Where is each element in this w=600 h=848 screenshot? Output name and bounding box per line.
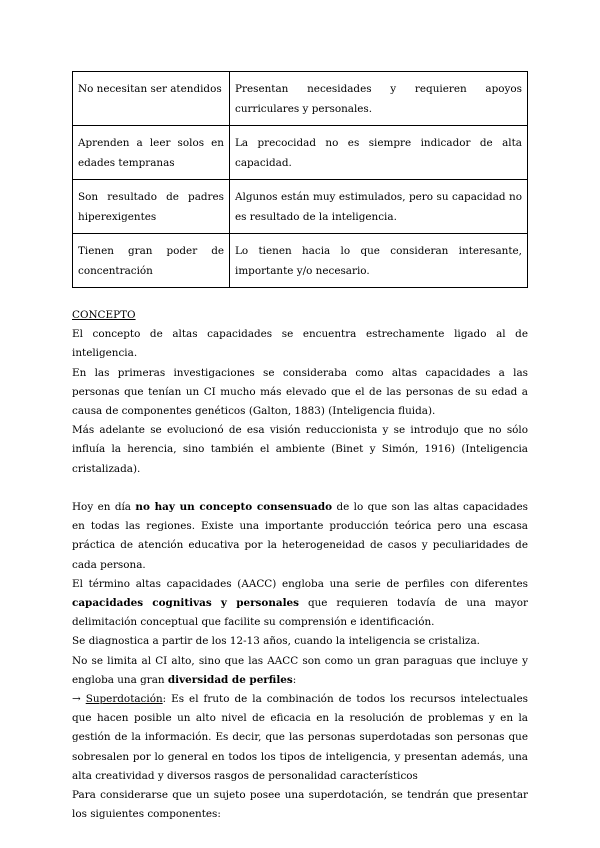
table-cell-myth: Aprenden a leer solos en edades tempranas (73, 126, 230, 180)
table-cell-reality: Lo tienen hacia lo que consideran interesante, importante y/o necesario. (230, 234, 528, 288)
paragraph: Se diagnostica a partir de los 12-13 años, cuando la inteligencia se cristaliza. (72, 635, 480, 648)
text-run: : Es el fruto de la combinación de todos los recursos intelectuales que hacen posible un alto nivel de eficacia en la resolución de problemas y en la gestión de la información. Es decir, que las personas superdotadas son personas que sobresalen por lo general en todos los tipos de inteligencia, y presentan además, una alta creatividad y diversos rasgos de personalidad característicos (72, 693, 528, 782)
bold-run: diversidad de perfiles (167, 673, 293, 686)
table-row (73, 72, 528, 126)
table-cell-reality: Algunos están muy estimulados, pero su capacidad no es resultado de la inteligencia. (230, 180, 528, 234)
paragraph: En las primeras investigaciones se consideraba como altas capacidades a las personas que tenían un CI mucho más elevado que el de las personas de su edad a causa de componentes genéticos (Galton, 1883) (Inteligencia fluida). (72, 366, 528, 418)
table-cell-myth: Son resultado de padres hiperexigentes (73, 180, 230, 234)
paragraph: Para considerarse que un sujeto posee una superdotación, se tendrán que presentar los siguientes componentes: (72, 789, 528, 821)
text-run: que requieren todavía de una mayor delimitación conceptual que facilite su comprensión e identificación. (72, 597, 528, 629)
table-row (73, 180, 528, 234)
myths-table (72, 71, 528, 288)
paragraph (72, 652, 528, 690)
bold-run: no hay un concepto consensuado (135, 501, 333, 514)
spacer (72, 479, 528, 498)
table-cell-myth: Tienen gran poder de concentración (73, 234, 230, 288)
paragraph (72, 575, 528, 633)
table-row (73, 234, 528, 288)
text-run: El término altas capacidades (AACC) engloba una serie de perfiles con diferentes (72, 577, 528, 590)
paragraph: El concepto de altas capacidades se encuentra estrechamente ligado al de inteligencia. (72, 328, 528, 360)
table-cell-myth: No necesitan ser atendidos (73, 72, 230, 126)
arrow-icon: → (72, 693, 86, 706)
paragraph: Más adelante se evolucionó de esa visión reduccionista y se introdujo que no sólo influía la herencia, sino también el ambiente (Binet y Simón, 1916) (Inteligencia cristalizada). (72, 424, 528, 475)
table-cell-reality: Presentan necesidades y requieren apoyos curriculares y personales. (230, 72, 528, 126)
table-cell-reality: La precocidad no es siempre indicador de alta capacidad. (230, 126, 528, 180)
term-superdotacion: Superdotación (85, 693, 163, 706)
concept-section (72, 306, 528, 824)
bold-run: capacidades cognitivas y personales (72, 597, 300, 610)
paragraph (72, 690, 528, 786)
paragraph (72, 498, 528, 575)
text-run: Hoy en día (72, 501, 136, 514)
table-row (73, 126, 528, 180)
text-run: No se limita al CI alto, sino que las AACC son como un gran paraguas que incluye y engloba una gran (72, 654, 528, 686)
text-run: : (292, 673, 297, 686)
text-run: de lo que son las altas capacidades en todas las regiones. Existe una importante producción teórica pero una escasa práctica de atención educativa por la heterogeneidad de casos y peculiaridades de cada persona. (72, 501, 529, 571)
section-heading: CONCEPTO (72, 309, 136, 321)
